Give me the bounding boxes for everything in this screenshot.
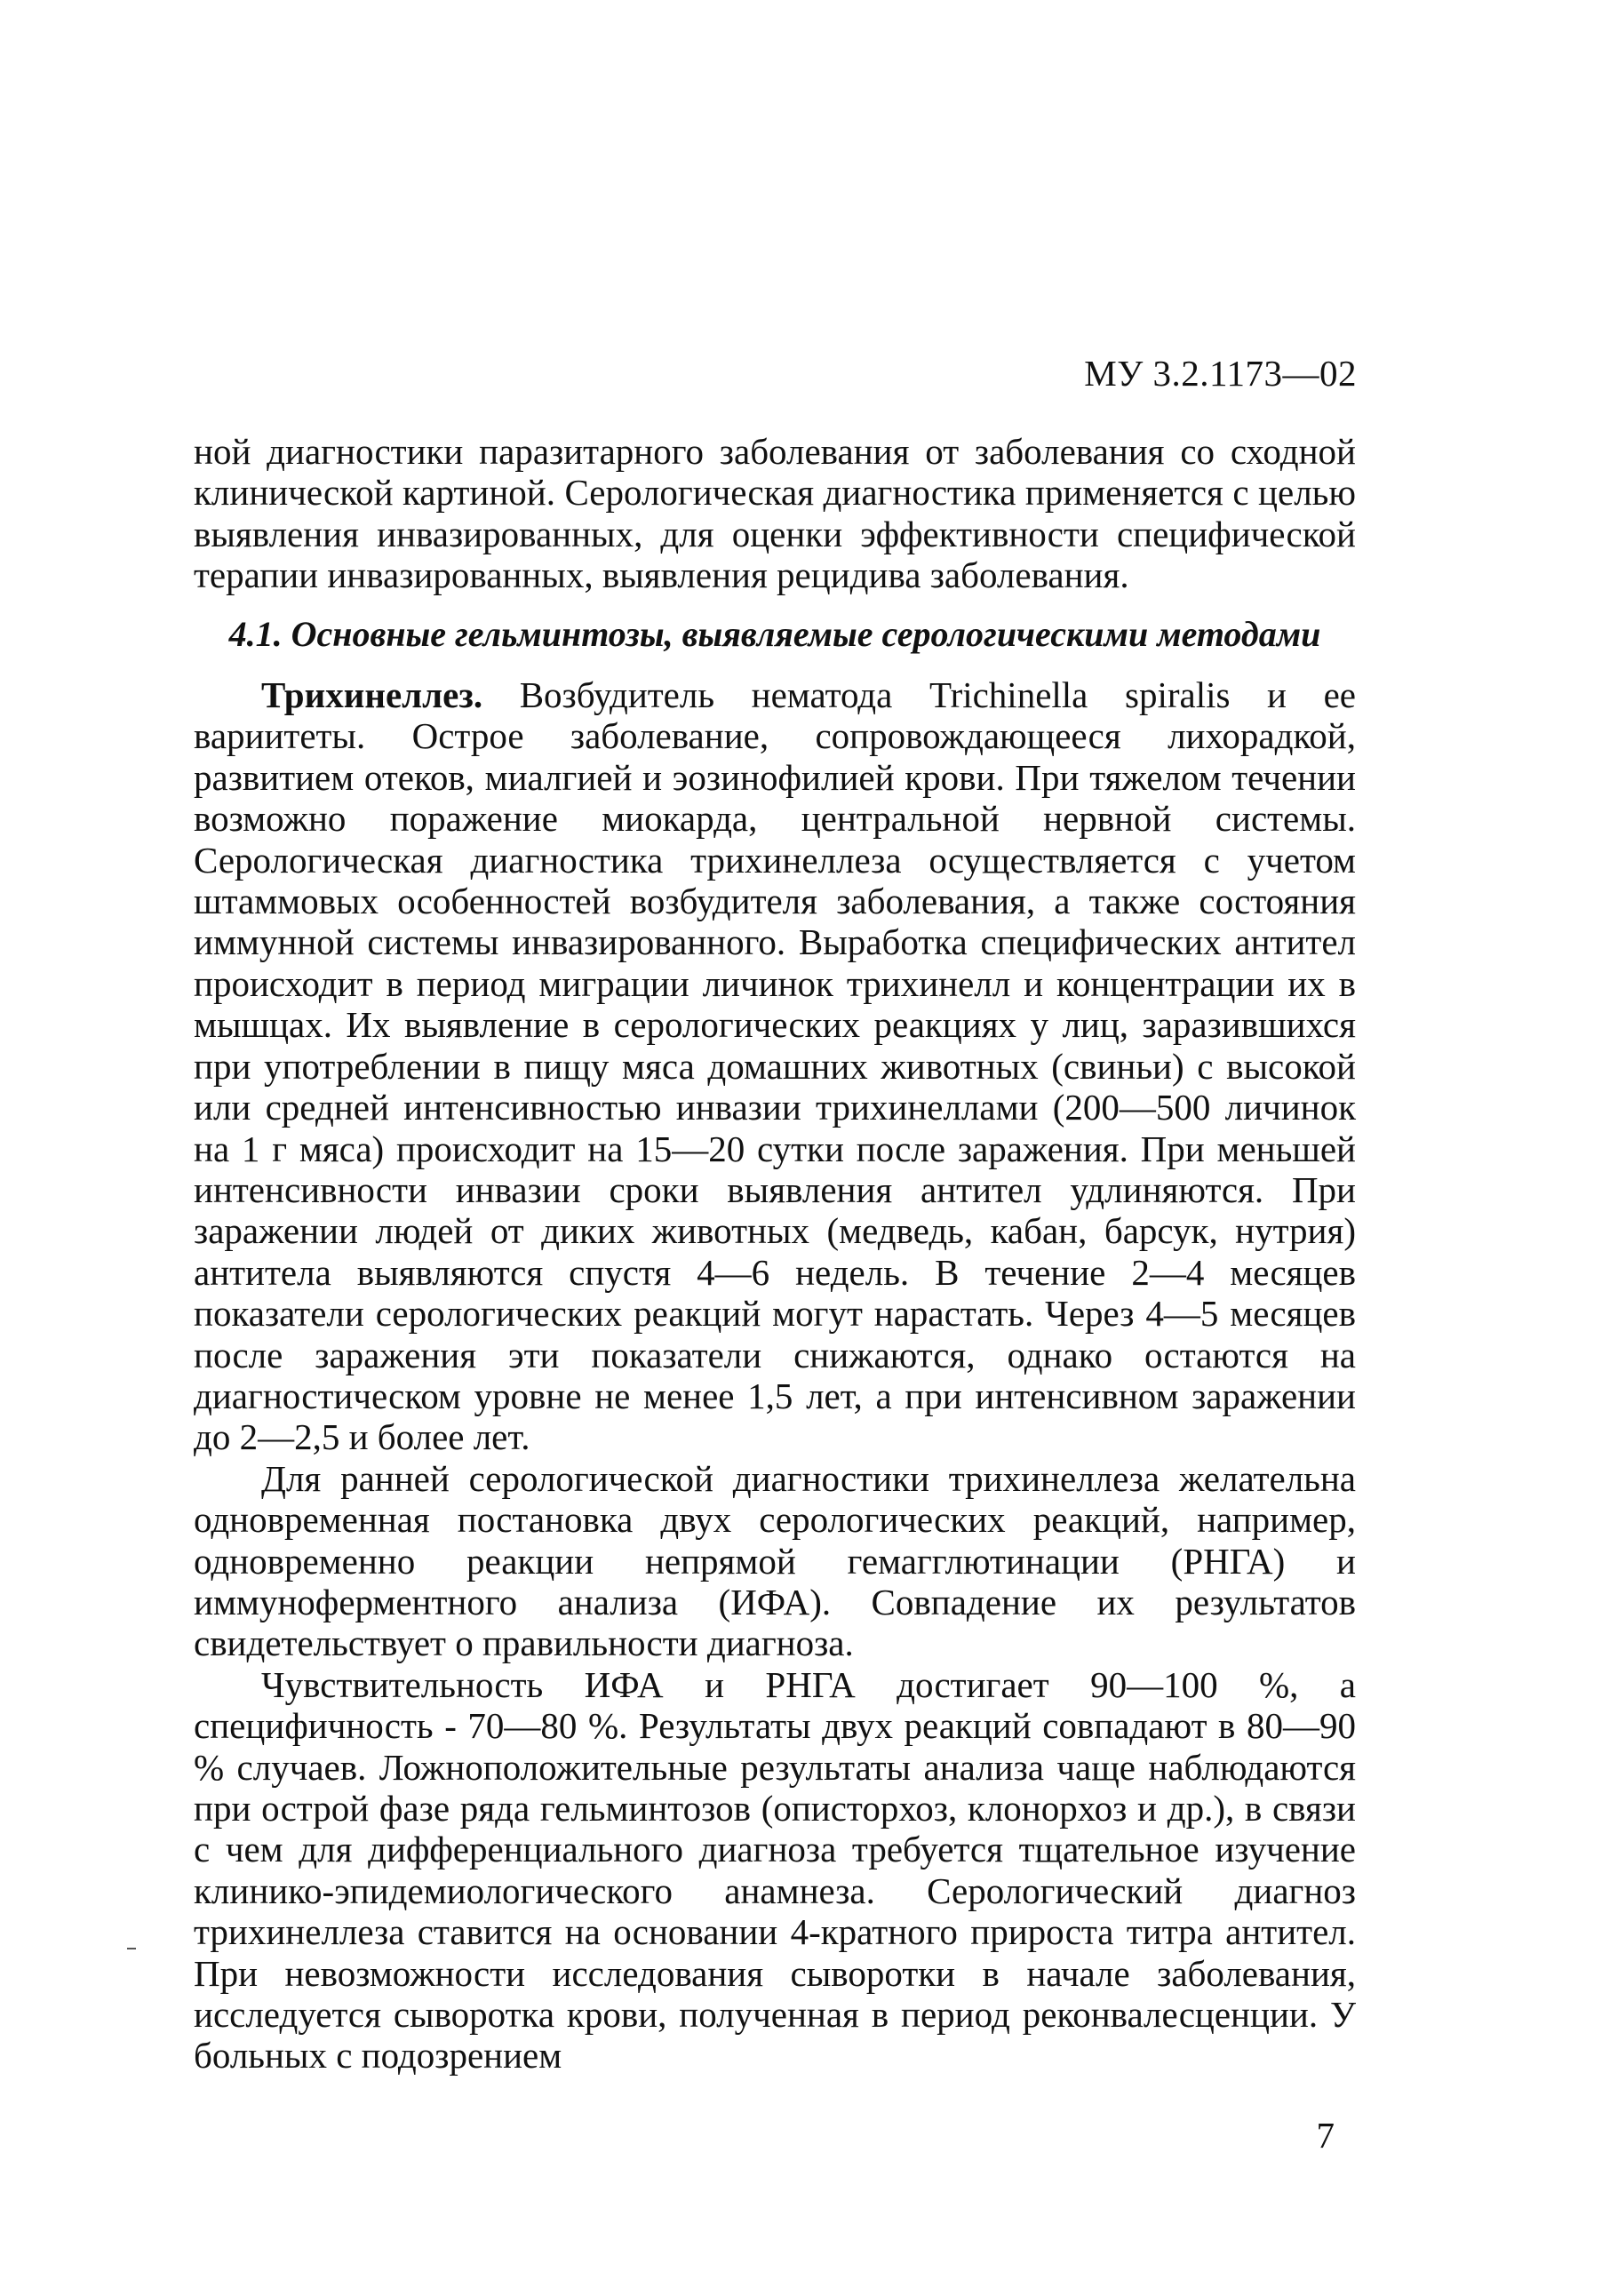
paragraph-sensitivity: Чувствительность ИФА и РНГА достигает 90—100 %, а специфичность - 70—80 %. Результаты двух реакций совпадают в 80—90 % случаев. Ложноположительные результаты анализа чаще наблюдаются при острой фазе ряда гельминтозов (описторхоз, клонорхоз и др.), в связи с чем для дифференциального диагноза требуется тщательное изучение клинико-эпидемиологического анамнеза. Серологический диагноз трихинеллеза ставится на основании 4-кратного прироста титра антител. При невозможности исследования сыворотки в начале заболевания, исследуется сыворотка крови, полученная в период реконвалесценции. У больных с подозрением xyxy=(194,1663,1356,2077)
section-heading: 4.1. Основные гельминтозы, выявляемые серологическими методами xyxy=(228,613,1321,654)
paragraph-intro: ной диагностики паразитарного заболевания от заболевания со сходной клинической картиной. Серологическая диагностика применяется с целью выявления инвазированных, для оценки эффективности специфической терапии инвазированных, выявления рецидива заболевания. xyxy=(194,431,1356,596)
document-code: МУ 3.2.1173—02 xyxy=(1084,353,1357,394)
paragraph-early-diagnosis: Для ранней серологической диагностики трихинеллеза желательна одновременная постановка двух серологических реакций, например, одновременно реакции непрямой гемагглютинации (РНГА) и иммуноферментного анализа (ИФА). Совпадение их результатов свидетельствует о правильности диагноза. xyxy=(194,1457,1356,1664)
margin-dash-mark xyxy=(127,1948,136,1949)
paragraph-trichinellosis-text: Возбудитель нематода Trichinella spiralis и ее вариитеты. Острое заболевание, сопровождающееся лихорадкой, развитием отеков, миалгией и эозинофилией крови. При тяжелом течении возможно поражение миокарда, центральной нервной системы. Серологическая диагностика трихинеллеза осуществляется с учетом штаммовых особенностей возбудителя заболевания, а также состояния иммунной системы инвазированного. Выработка специфических антител происходит в период миграции личинок трихинелл и концентрации их в мышцах. Их выявление в серологических реакциях у лиц, заразившихся при употреблении в пищу мяса домашних животных (свиньи) с высокой или средней интенсивностью инвазии трихинеллами (200—500 личинок на 1 г мяса) происходит на 15—20 сутки после заражения. При меньшей интенсивности инвазии сроки выявления антител удлиняются. При заражении людей от диких животных (медведь, кабан, барсук, нутрия) антитела выявляются спустя 4—6 недель. В течение 2—4 месяцев показатели серологических реакций могут нарастать. Через 4—5 месяцев после заражения эти показатели снижаются, однако остаются на диагностическом уровне не менее 1,5 лет, а при интенсивном заражении до 2—2,5 и более лет. xyxy=(194,674,1356,1458)
paragraph-trichinellosis xyxy=(194,674,1356,1458)
term-trichinellosis: Трихинеллез. xyxy=(261,674,483,716)
page-body xyxy=(194,431,1356,2077)
page-number: 7 xyxy=(1316,2115,1335,2156)
